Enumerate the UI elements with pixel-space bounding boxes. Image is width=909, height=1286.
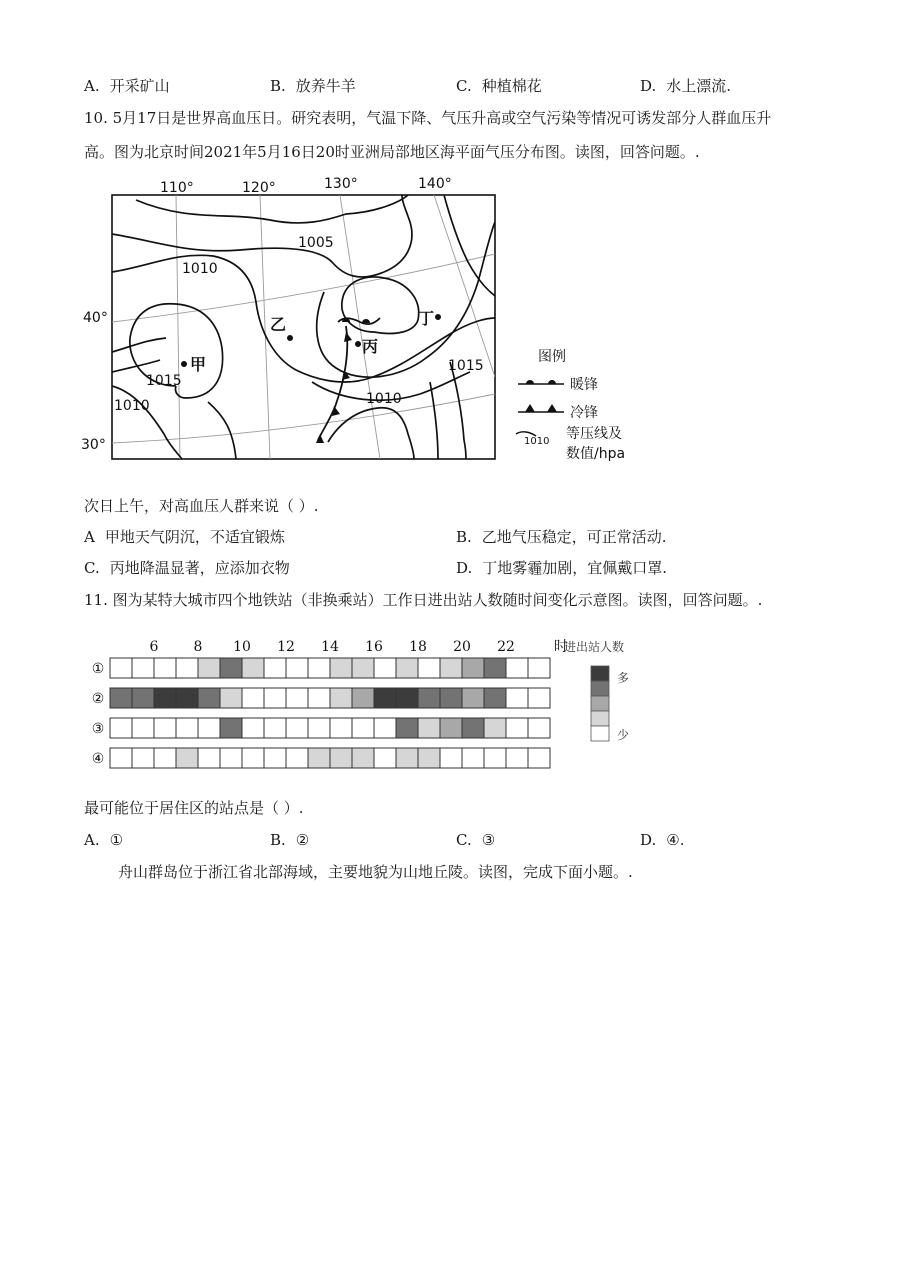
isobar-label-1010-east: 1010 [366, 391, 402, 407]
heatmap-cell [154, 718, 176, 738]
hour-tick-label: 16 [365, 639, 383, 655]
q11-question: 最可能位于居住区的站点是（ ）. [84, 799, 304, 817]
option-key: D. [640, 77, 657, 95]
isobar-label-1015-east: 1015 [448, 358, 484, 374]
heatmap-cell [176, 718, 198, 738]
heatmap-cell [484, 658, 506, 678]
heatmap-cell [154, 688, 176, 708]
option-key: C. [456, 77, 472, 95]
heatmap-cell [198, 688, 220, 708]
heatmap-cell [110, 718, 132, 738]
option-key: B. [270, 831, 286, 849]
subway-chart-figure [86, 634, 686, 784]
heatmap-cell [352, 688, 374, 708]
q10-stem-line2: 高。图为北京时间2021年5月16日20时亚洲局部地区海平面气压分布图。读图，回答问题。. [84, 143, 700, 161]
q10-stem-line1: 10. 5月17日是世界高血压日。研究表明，气温下降、气压升高或空气污染等情况可诱发部分人群血压升 [84, 109, 772, 127]
warm-front-icon [526, 380, 534, 384]
option-key: C. [84, 559, 100, 577]
hour-tick-label: 18 [409, 639, 427, 655]
heatmap-cell [528, 658, 550, 678]
heatmap-cell [110, 748, 132, 768]
isobar-label-1015-west: 1015 [146, 373, 182, 389]
heatmap-cell [418, 688, 440, 708]
legend-isobar-desc-line2: 数值/hpa [566, 446, 626, 462]
legend-isobar-sample: 1010 [524, 436, 550, 447]
warm-front-symbol [362, 319, 370, 323]
q11-stem: 11. 图为某特大城市四个地铁站（非换乘站）工作日进出站人数随时间变化示意图。读图，回答问题。. [84, 591, 763, 609]
hour-tick-label: 8 [193, 639, 203, 655]
q11-option-b [270, 830, 309, 850]
heatmap-cell [242, 718, 264, 738]
heatmap-cell [242, 748, 264, 768]
heatmap-cell [484, 688, 506, 708]
heatmap-cell [330, 658, 352, 678]
longitude-label-130: 130° [324, 176, 358, 192]
place-label-jia: 甲 [190, 355, 207, 374]
q10-option-b [456, 527, 667, 547]
heatmap-cell [198, 718, 220, 738]
longitude-label-110: 110° [160, 180, 194, 196]
q11-option-c [456, 830, 495, 850]
heatmap-cell [132, 658, 154, 678]
place-label-yi: 乙 [270, 315, 287, 334]
heatmap-cell [418, 748, 440, 768]
heatmap-cell [374, 718, 396, 738]
pressure-map-svg [78, 172, 658, 472]
heatmap-cell [198, 658, 220, 678]
heatmap-cell [176, 688, 198, 708]
option-text: 甲地天气阴沉，不适宜锻炼 [104, 528, 285, 546]
hour-tick-label: 6 [149, 639, 159, 655]
heatmap-cell [308, 658, 330, 678]
option-text: 水上漂流. [666, 77, 732, 95]
longitude-label-120: 120° [242, 180, 276, 196]
place-label-bing: 丙 [362, 337, 379, 356]
q10-option-a [84, 527, 285, 547]
isobar-label-1010-southwest: 1010 [114, 398, 150, 414]
heatmap-cell [264, 658, 286, 678]
heatmap-cell [176, 658, 198, 678]
heatmap-cell [462, 688, 484, 708]
heatmap-cell [352, 748, 374, 768]
option-key: B. [456, 528, 472, 546]
subway-chart-svg [86, 634, 686, 784]
option-text: 放养牛羊 [295, 77, 356, 95]
hour-tick-label: 20 [453, 639, 471, 655]
latitude-label-30: 30° [81, 437, 106, 453]
option-text: 种植棉花 [481, 77, 542, 95]
cold-front-icon [525, 404, 535, 412]
hour-tick-label: 12 [277, 639, 295, 655]
heatmap-cell [110, 658, 132, 678]
hour-tick-label: 22 [497, 639, 515, 655]
hour-tick-label: 10 [233, 639, 251, 655]
heatmap-cell [396, 658, 418, 678]
x-axis-label: 时 [554, 639, 568, 655]
heatmap-cell [484, 718, 506, 738]
cold-front-symbol [344, 332, 352, 342]
option-key: B. [270, 77, 286, 95]
heatmap-cell [330, 688, 352, 708]
heatmap-cell [506, 688, 528, 708]
heatmap-cell [220, 718, 242, 738]
heatmap-cell [264, 718, 286, 738]
option-key: D. [456, 559, 473, 577]
point-jia [181, 361, 187, 367]
heatmap-cell [264, 748, 286, 768]
heatmap-cell [308, 688, 330, 708]
option-text: 丙地降温显著，应添加衣物 [109, 559, 290, 577]
pressure-map-figure [78, 172, 658, 472]
option-text: 开采矿山 [109, 77, 170, 95]
heatmap-cell [462, 658, 484, 678]
station-label: ① [91, 661, 105, 677]
option-key: A [84, 528, 95, 546]
q11-option-d [640, 830, 684, 850]
legend-swatch [591, 666, 609, 681]
warm-front-icon [548, 380, 556, 384]
q10-option-d [456, 558, 667, 578]
legend-swatch [591, 696, 609, 711]
station-label: ④ [91, 751, 105, 767]
heatmap-cell [396, 748, 418, 768]
place-label-ding: 丁 [418, 309, 435, 328]
heatmap-cell [352, 658, 374, 678]
heatmap-cell [352, 718, 374, 738]
heatmap-cell [110, 688, 132, 708]
heatmap-cell [506, 658, 528, 678]
heatmap-cell [286, 718, 308, 738]
q9-option-d [640, 76, 731, 96]
heatmap-cell [484, 748, 506, 768]
legend-title: 图例 [538, 349, 566, 365]
heatmap-cell [396, 718, 418, 738]
option-text: ③ [481, 831, 496, 849]
heatmap-cell [462, 718, 484, 738]
heatmap-cell [462, 748, 484, 768]
station-label: ③ [91, 721, 105, 737]
heatmap-cell [506, 718, 528, 738]
q9-option-b [270, 76, 356, 96]
heatmap-cell [286, 688, 308, 708]
heatmap-cell [528, 688, 550, 708]
q9-option-c [456, 76, 542, 96]
cold-front-icon [547, 404, 557, 412]
q12-intro: 舟山群岛位于浙江省北部海域，主要地貌为山地丘陵。读图，完成下面小题。. [118, 863, 633, 881]
option-text: 乙地气压稳定，可正常活动. [481, 528, 667, 546]
option-key: D. [640, 831, 657, 849]
heatmap-cell [154, 658, 176, 678]
option-key: A. [84, 77, 100, 95]
heatmap-cell [374, 748, 396, 768]
heatmap-cell [220, 658, 242, 678]
heatmap-cell [198, 748, 220, 768]
latitude-label-40: 40° [83, 310, 108, 326]
legend-isobar-desc-line1: 等压线及 [566, 426, 622, 442]
heatmap-cell [440, 718, 462, 738]
heatmap-cell [418, 718, 440, 738]
heatmap-cell [440, 658, 462, 678]
heatmap-cell [528, 748, 550, 768]
heatmap-cell [308, 718, 330, 738]
legend-title: 进出站人数 [564, 640, 625, 654]
heatmap-cell [242, 688, 264, 708]
heatmap-cell [132, 688, 154, 708]
heatmap-cell [242, 658, 264, 678]
option-key: C. [456, 831, 472, 849]
heatmap-cell [374, 688, 396, 708]
legend-swatch [591, 681, 609, 696]
option-text: ④. [666, 831, 685, 849]
heatmap-cell [132, 748, 154, 768]
heatmap-cell [286, 748, 308, 768]
heatmap-cell [330, 718, 352, 738]
legend-swatch [591, 711, 609, 726]
heatmap-cell [154, 748, 176, 768]
heatmap-cell [220, 688, 242, 708]
heatmap-cell [528, 718, 550, 738]
heatmap-cell [286, 658, 308, 678]
option-text: ② [295, 831, 310, 849]
legend-low-label: 少 [617, 728, 630, 742]
option-key: A. [84, 831, 100, 849]
option-text: ① [109, 831, 124, 849]
cold-front-symbol [316, 434, 324, 443]
isobar-label-1010-west: 1010 [182, 261, 218, 277]
q9-option-a [84, 76, 170, 96]
legend-high-label: 多 [617, 671, 630, 685]
heatmap-cell [220, 748, 242, 768]
longitude-label-140: 140° [418, 176, 452, 192]
point-ding [435, 314, 441, 320]
heatmap-cell [132, 718, 154, 738]
q11-option-a [84, 830, 123, 850]
heatmap-cell [396, 688, 418, 708]
legend-warm-front: 暖锋 [570, 377, 598, 393]
option-text: 丁地雾霾加剧，宜佩戴口罩. [482, 559, 668, 577]
q10-question: 次日上午，对高血压人群来说（ ）. [84, 497, 319, 515]
station-label: ② [91, 691, 105, 707]
isobar-label-1005: 1005 [298, 235, 334, 251]
heatmap-cell [440, 748, 462, 768]
hour-tick-label: 14 [321, 639, 339, 655]
heatmap-cell [176, 748, 198, 768]
point-yi [287, 335, 293, 341]
legend-cold-front: 冷锋 [570, 405, 598, 421]
heatmap-cell [264, 688, 286, 708]
cold-front-symbol [332, 406, 340, 416]
heatmap-cell [330, 748, 352, 768]
q10-option-c [84, 558, 290, 578]
heatmap-cell [440, 688, 462, 708]
heatmap-cell [308, 748, 330, 768]
heatmap-cell [374, 658, 396, 678]
point-bing [355, 341, 361, 347]
heatmap-cell [506, 748, 528, 768]
heatmap-cell [418, 658, 440, 678]
legend-swatch [591, 726, 609, 741]
